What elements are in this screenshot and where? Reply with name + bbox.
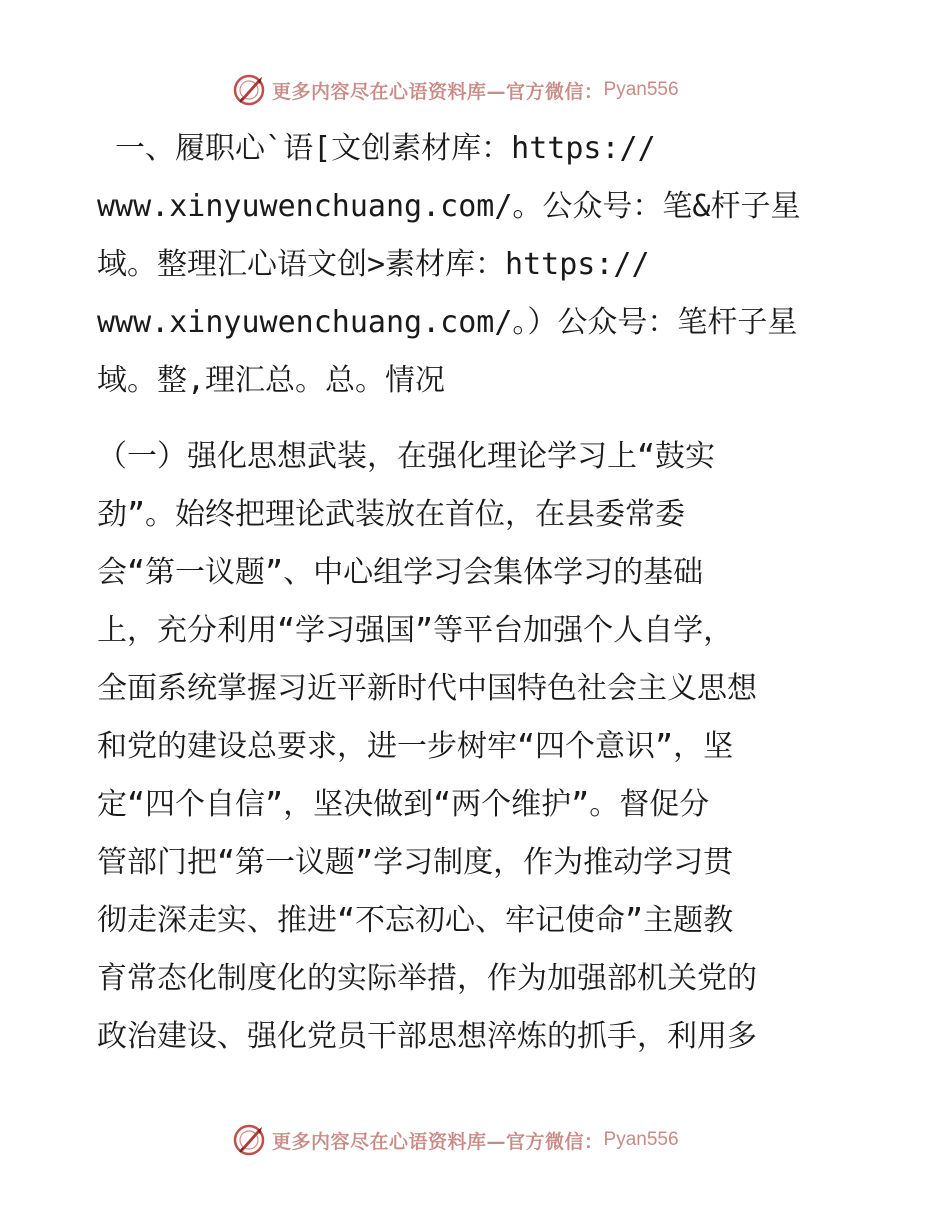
text-line: 政治建设、强化党员干部思想淬炼的抓手，利用多 [97, 1019, 757, 1054]
text-line: 管部门把“第一议题”学习制度，作为推动学习贯 [97, 845, 734, 880]
header-banner [232, 72, 679, 108]
text-line: 会“第一议题”、中心组学习会集体学习的基础 [97, 555, 704, 590]
text-line: www.xinyuwenchuang.com/。）公众号：笔杆子星 [97, 305, 798, 340]
paragraph-body [97, 428, 857, 1066]
banner-text: 更多内容尽在心语资料库—官方微信： [272, 1130, 604, 1153]
text-line: 和党的建设总要求，进一步树牢“四个意识”，坚 [97, 729, 734, 764]
text-line: 劲”。始终把理论武装放在首位，在县委常委 [97, 497, 686, 532]
text-line: www.xinyuwenchuang.com/。公众号：笔&杆子星 [97, 189, 801, 224]
text-line: 育常态化制度化的实际举措，作为加强部机关党的 [97, 961, 757, 996]
quill-pen-logo-icon [232, 1123, 266, 1157]
banner-wechat-id: Pyan556 [603, 1129, 679, 1150]
footer-banner [232, 1122, 679, 1158]
banner-wechat-id: Pyan556 [603, 79, 679, 100]
text-line: 一、履职心`语[文创素材库：https:// [97, 131, 656, 166]
text-line: 定“四个自信”，坚决做到“两个维护”。督促分 [97, 787, 710, 822]
text-line: 彻走深走实、推进“不忘初心、牢记使命”主题教 [97, 903, 734, 938]
text-line: 域。整理汇心语文创>素材库：https:// [97, 247, 650, 282]
text-line: 上，充分利用“学习强国”等平台加强个人自学， [97, 613, 734, 648]
text-line: 全面系统掌握习近平新时代中国特色社会主义思想 [97, 671, 757, 706]
text-line: 域。整,理汇总。总。情况 [97, 363, 446, 398]
banner-text: 更多内容尽在心语资料库—官方微信： [272, 80, 604, 103]
paragraph-heading [97, 120, 857, 410]
text-line: （一）强化思想武装，在强化理论学习上“鼓实 [97, 439, 716, 474]
quill-pen-logo-icon [232, 73, 266, 107]
